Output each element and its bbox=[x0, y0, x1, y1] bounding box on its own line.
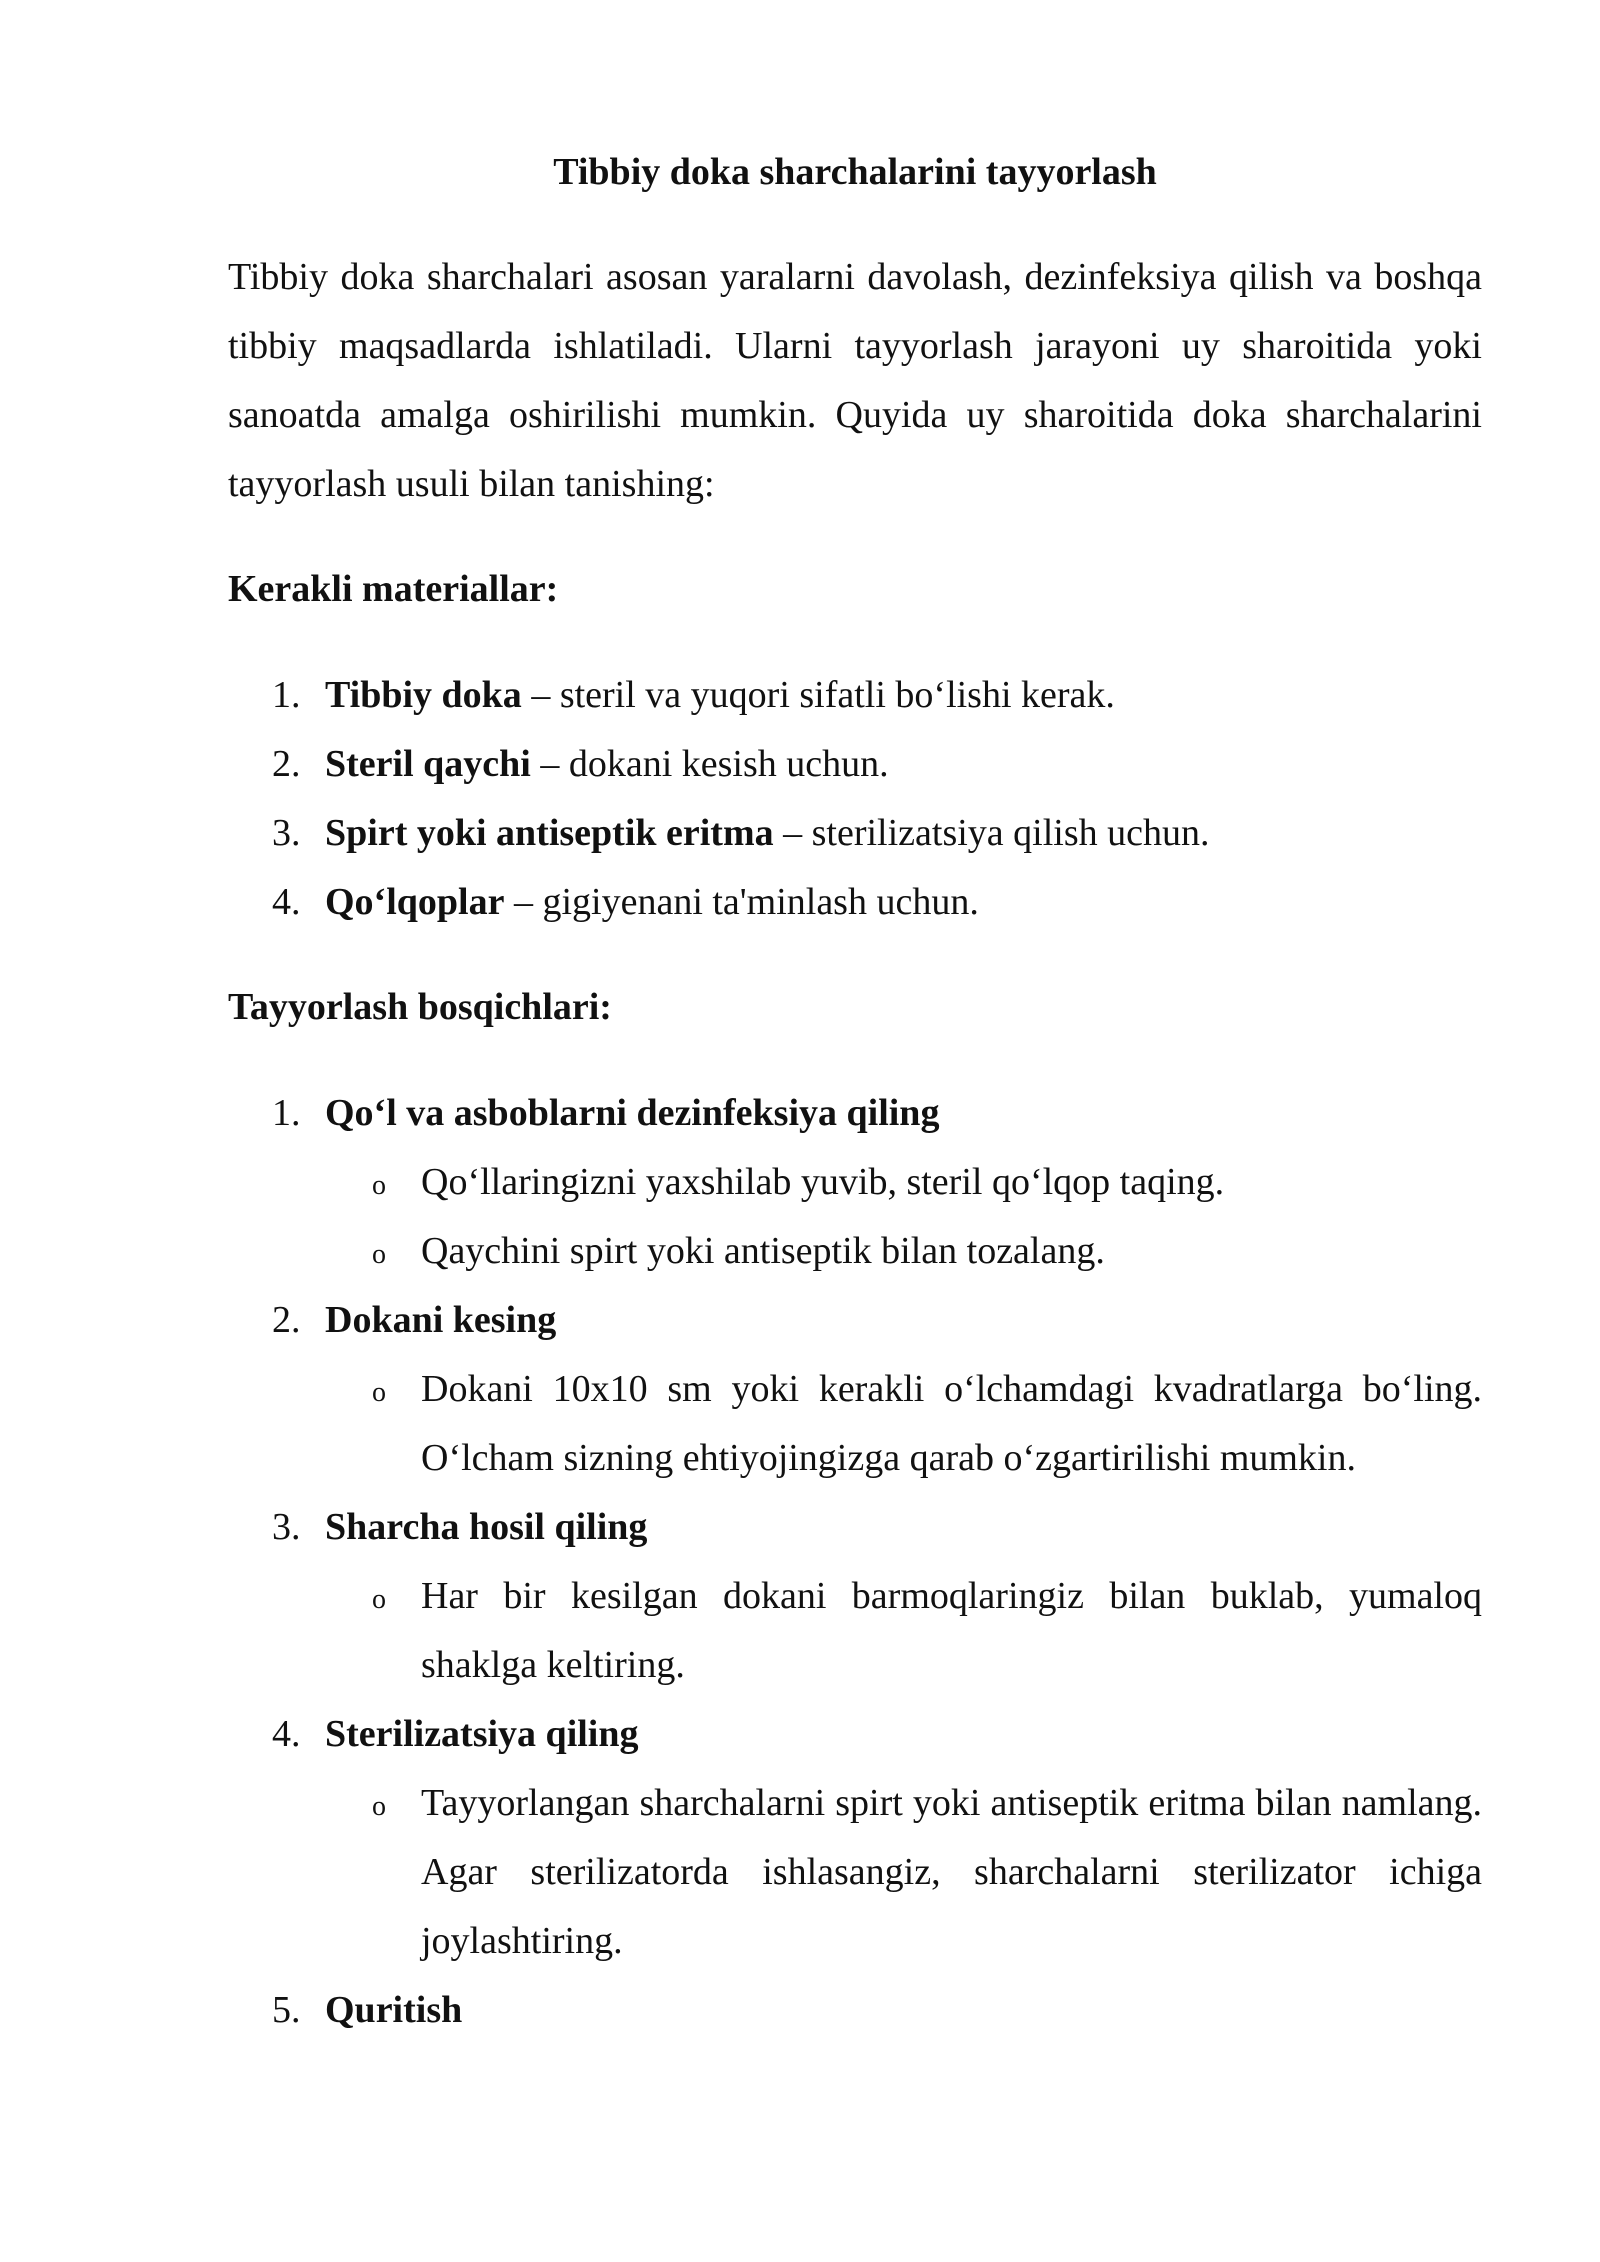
materials-heading: Kerakli materiallar: bbox=[228, 568, 559, 610]
list-number: 3. bbox=[272, 812, 301, 854]
list-item bbox=[228, 730, 1482, 799]
sub-item-text: Har bir kesilgan dokani barmoqlaringiz bilan buklab, yumaloq shaklga keltiring. bbox=[421, 1575, 1482, 1686]
list-number: 5. bbox=[272, 1989, 301, 2031]
list-item bbox=[228, 661, 1482, 730]
steps-heading: Tayyorlash bosqichlari: bbox=[228, 986, 612, 1028]
material-term: Steril qaychi bbox=[325, 743, 531, 785]
list-item bbox=[228, 868, 1482, 937]
list-number: 1. bbox=[272, 674, 301, 716]
list-number: 4. bbox=[272, 1713, 301, 1755]
bullet-icon: o bbox=[372, 1239, 386, 1270]
material-description: – gigiyenani ta'minlash uchun. bbox=[504, 881, 979, 923]
step-title: Dokani kesing bbox=[325, 1299, 557, 1341]
sub-list-item bbox=[325, 1769, 1482, 1976]
material-description: – dokani kesish uchun. bbox=[530, 743, 889, 785]
step-sublist bbox=[325, 1562, 1482, 1700]
sub-item-text: Qo‘llaringizni yaxshilab yuvib, steril qo‘lqop taqing. bbox=[421, 1161, 1225, 1203]
material-term: Spirt yoki antiseptik eritma bbox=[325, 812, 774, 854]
step-sublist bbox=[325, 1769, 1482, 1976]
bullet-icon: o bbox=[372, 1377, 386, 1408]
sub-list-item bbox=[325, 1355, 1482, 1493]
step-title: Sharcha hosil qiling bbox=[325, 1506, 648, 1548]
bullet-icon: o bbox=[372, 1170, 386, 1201]
material-term: Tibbiy doka bbox=[325, 674, 522, 716]
materials-list bbox=[228, 661, 1482, 937]
step-sublist bbox=[325, 1148, 1482, 1286]
step-item bbox=[228, 1286, 1482, 1493]
sub-item-text: Dokani 10x10 sm yoki kerakli o‘lchamdagi kvadratlarga bo‘ling. O‘lcham sizning ehtiyojingizga qarab o‘zgartirilishi mumkin. bbox=[421, 1368, 1482, 1479]
intro-paragraph: Tibbiy doka sharchalari asosan yaralarni davolash, dezinfeksiya qilish va boshqa tibbiy maqsadlarda ishlatiladi. Ularni tayyorlash jarayoni uy sharoitida yoki sanoatda amalga oshirilishi mumkin. Quyida uy sharoitida doka sharchalarini tayyorlash usuli bilan tanishing: bbox=[228, 256, 1482, 505]
document-title: Tibbiy doka sharchalarini tayyorlash bbox=[553, 151, 1157, 193]
list-number: 4. bbox=[272, 881, 301, 923]
step-item bbox=[228, 1493, 1482, 1700]
list-number: 2. bbox=[272, 743, 301, 785]
list-item bbox=[228, 799, 1482, 868]
steps-list bbox=[228, 1079, 1482, 2045]
list-number: 3. bbox=[272, 1506, 301, 1548]
sub-list-item bbox=[325, 1217, 1482, 1286]
sub-item-text: Tayyorlangan sharchalarni spirt yoki antiseptik eritma bilan namlang. Agar sterilizatorda ishlasangiz, sharchalarni sterilizator ichiga joylashtiring. bbox=[421, 1782, 1482, 1962]
material-description: – sterilizatsiya qilish uchun. bbox=[773, 812, 1210, 854]
step-title: Sterilizatsiya qiling bbox=[325, 1713, 639, 1755]
sub-item-text: Qaychini spirt yoki antiseptik bilan tozalang. bbox=[421, 1230, 1105, 1272]
list-number: 2. bbox=[272, 1299, 301, 1341]
sub-list-item bbox=[325, 1562, 1482, 1700]
material-term: Qo‘lqoplar bbox=[325, 881, 505, 923]
step-item bbox=[228, 1079, 1482, 1286]
document-page bbox=[228, 138, 1482, 2045]
bullet-icon: o bbox=[372, 1584, 386, 1615]
step-item bbox=[228, 1700, 1482, 1976]
bullet-icon: o bbox=[372, 1791, 386, 1822]
step-item bbox=[228, 1976, 1482, 2045]
step-sublist bbox=[325, 1355, 1482, 1493]
sub-list-item bbox=[325, 1148, 1482, 1217]
material-description: – steril va yuqori sifatli bo‘lishi kerak. bbox=[521, 674, 1115, 716]
step-title: Quritish bbox=[325, 1989, 463, 2031]
list-number: 1. bbox=[272, 1092, 301, 1134]
step-title: Qo‘l va asboblarni dezinfeksiya qiling bbox=[325, 1092, 940, 1134]
